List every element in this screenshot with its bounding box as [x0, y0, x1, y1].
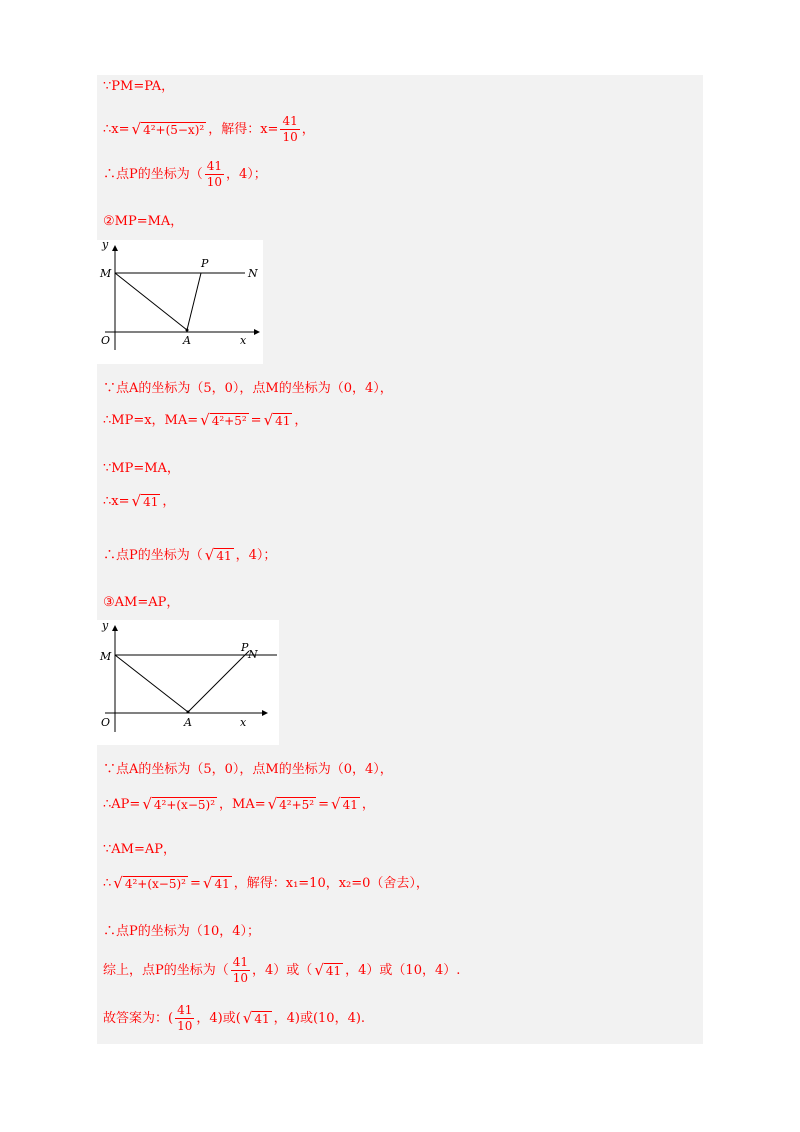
- solve-line: ∴ √ 4²+(x−5)² = √ 41 ，解得：x₁=10，x₂=0（舍去），: [103, 874, 429, 893]
- sqrt-expression: √ 4²+(x−5)²: [113, 874, 186, 893]
- sqrt-41: √ 41: [331, 795, 358, 814]
- condition-mp-ma: ∵MP=MA，: [103, 461, 180, 476]
- point-p-result-2: ∴点P的坐标为（ √ 41 ，4）；: [103, 546, 277, 565]
- sqrt-41: √ 41: [242, 1009, 270, 1028]
- x-value-line: ∴x= √ 41 ，: [103, 492, 176, 511]
- condition-am-ap: ∵AM=AP，: [103, 842, 176, 857]
- point-p-result-1: ∴点P的坐标为（ $\frac{41}{10}$ ，4）；: [103, 159, 267, 190]
- coordinates-a-m-1: ∵点A的坐标为（5，0），点M的坐标为（0，4），: [103, 381, 393, 396]
- label-y: y: [102, 620, 109, 632]
- label-n: N: [248, 648, 258, 661]
- label-o: O: [101, 716, 111, 729]
- coordinates-a-m-2: ∵点A的坐标为（5，0），点M的坐标为（0，4），: [103, 762, 393, 777]
- point-a: [186, 329, 189, 332]
- sqrt-expression: √ 4²+(x−5)²: [142, 795, 216, 814]
- point-a: [187, 711, 190, 714]
- sqrt-expression: √ 4²+5²: [267, 795, 315, 814]
- fraction: $\frac{41}{10}$: [232, 955, 249, 986]
- label-m: M: [100, 650, 112, 663]
- segment-ma: [115, 655, 188, 712]
- figure-case-3: [97, 620, 279, 745]
- answer-line: 故答案为：( $\frac{41}{10}$ ，4)或( √ 41 ，4)或(10，4).: [103, 1003, 366, 1034]
- case-2-heading: ②MP=MA，: [103, 214, 184, 229]
- segment-ma: [115, 273, 187, 330]
- label-a: A: [183, 334, 191, 347]
- sqrt-41: √ 41: [202, 874, 230, 893]
- sqrt-41: √ 41: [314, 961, 342, 980]
- ap-ma-line: ∴AP= √ 4²+(x−5)² ，MA= √ 4²+5² = √ 41 ，: [103, 795, 375, 814]
- point-p-result-3: ∴点P的坐标为（10，4）；: [103, 924, 261, 939]
- label-p: P: [241, 641, 249, 654]
- label-x: x: [240, 334, 247, 347]
- label-x: x: [240, 716, 247, 729]
- sqrt-41: √ 41: [204, 546, 232, 565]
- sqrt-expression: √ 4²+(5−x)²: [131, 120, 205, 139]
- label-a: A: [184, 716, 192, 729]
- label-m: M: [100, 267, 112, 280]
- fraction: $\frac{41}{10}$: [282, 114, 298, 145]
- condition-pm-pa: ∵PM=PA，: [103, 79, 175, 94]
- sqrt-41: √ 41: [131, 492, 159, 511]
- equation-line: ∴x= √ 4²+(5−x)² ，解得：x= $\frac{41}{10}$ ，: [103, 114, 315, 145]
- fraction: $\frac{41}{10}$: [177, 1003, 193, 1034]
- summary-line: 综上，点P的坐标为（ $\frac{41}{10}$ ，4）或（ √ 41 ，4）或（10，4）.: [103, 955, 461, 986]
- sqrt-41: √ 41: [263, 411, 291, 430]
- segment-ap: [187, 273, 201, 330]
- case-3-heading: ③AM=AP，: [103, 595, 180, 610]
- segment-ap: [188, 651, 249, 712]
- fraction: $\frac{41}{10}$: [206, 159, 223, 190]
- sqrt-expression: √ 4²+5²: [200, 411, 247, 430]
- figure-case-2: [97, 240, 263, 364]
- label-n: N: [248, 267, 258, 280]
- label-o: O: [101, 334, 111, 347]
- label-p: P: [201, 257, 209, 270]
- label-y: y: [102, 240, 109, 251]
- mp-ma-line: ∴MP=x，MA= √ 4²+5² = √ 41 ，: [103, 411, 308, 430]
